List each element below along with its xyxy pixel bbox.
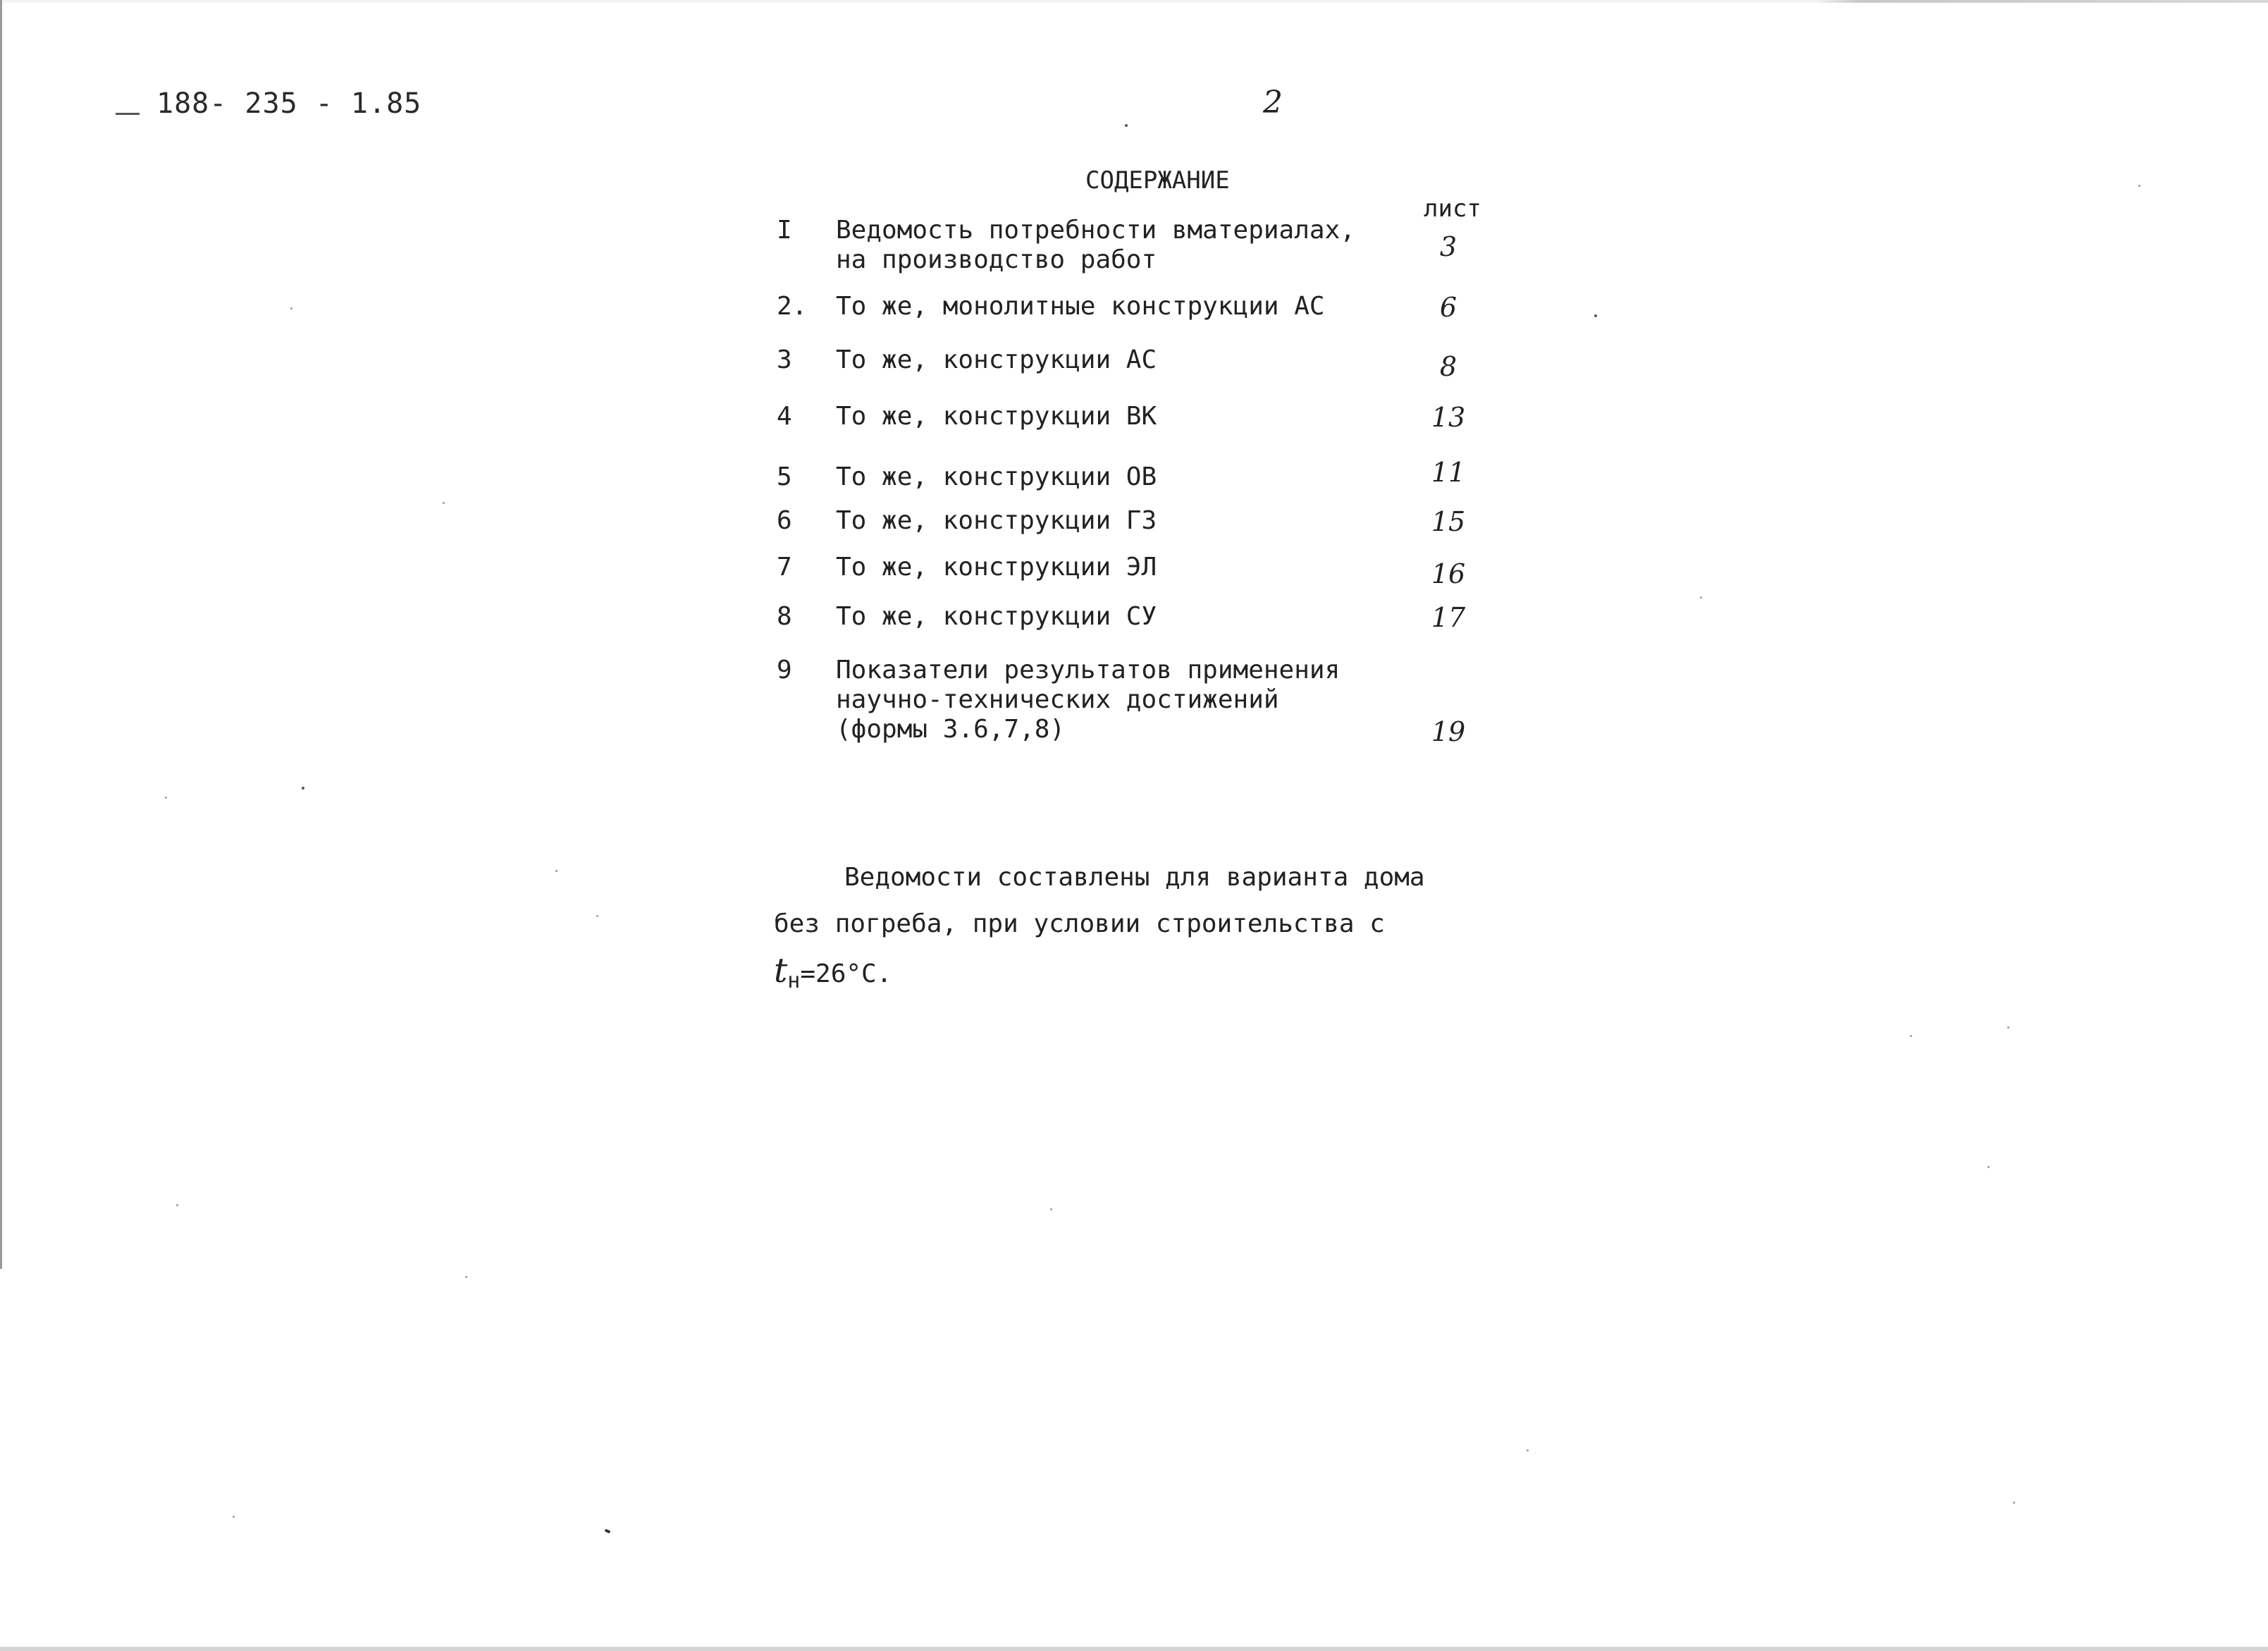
toc-item-page: 13 (1431, 402, 1466, 433)
toc-item-page: 8 (1439, 351, 1457, 382)
toc-item-number: 7 (777, 553, 792, 582)
toc-item-number: 5 (777, 462, 792, 491)
scan-speck (555, 870, 557, 872)
toc-item-page: 3 (1439, 231, 1457, 262)
toc-item-number: 3 (777, 345, 792, 374)
scan-edge-bottom (0, 1647, 2268, 1651)
toc-item-page: 15 (1431, 506, 1466, 537)
scan-speck (165, 797, 167, 799)
scan-speck (290, 307, 292, 309)
toc-item-number: 2. (777, 292, 808, 321)
toc-item-number: 8 (777, 602, 792, 631)
toc-item-number: 6 (777, 506, 792, 535)
toc-item (0, 345, 2268, 382)
toc-item-text: Показатели результатов применения научно-технических достижений (формы 3.6,7,8) (836, 656, 1341, 744)
scan-edge-top (0, 0, 2268, 3)
header-dash (116, 113, 140, 115)
document-code: 188- 235 - 1.85 (156, 87, 422, 120)
scan-speck (176, 1204, 178, 1206)
scan-speck (605, 1528, 611, 1533)
scan-speck (596, 915, 598, 917)
toc-item-number: 9 (777, 656, 792, 685)
scan-speck (2013, 1502, 2015, 1504)
toc-item-page: 16 (1431, 558, 1466, 589)
toc-item-text: Ведомость потребности вматериалах, на производство работ (836, 216, 1355, 274)
toc-item-page: 19 (1431, 716, 1466, 747)
scan-speck (1527, 1449, 1529, 1451)
toc-item-text: То же, конструкции СУ (836, 602, 1157, 631)
scan-speck (1910, 1035, 1912, 1037)
page-number: 2 (1263, 85, 1283, 121)
formula-rest: =26°С. (800, 959, 892, 988)
note-line-1: Ведомости составлены для варианта дома (844, 863, 1425, 892)
scan-speck (1125, 124, 1128, 127)
formula-symbol: t (774, 951, 788, 990)
scan-speck (465, 1276, 467, 1278)
note-line-2: без погреба, при условии строительства с (774, 909, 1385, 938)
toc-item-page: 17 (1431, 602, 1466, 633)
toc-item-number: I (777, 216, 792, 245)
page-column-header: лист (1424, 195, 1481, 223)
toc-item-page: 6 (1439, 292, 1457, 323)
toc-item (0, 457, 2268, 491)
toc-item-number: 4 (777, 402, 792, 431)
note-paragraph (774, 854, 1450, 1005)
temperature-formula (774, 947, 1450, 1005)
scan-speck (1050, 1208, 1052, 1210)
scan-edge-left (0, 0, 2, 1269)
toc-item (0, 506, 2268, 537)
scan-speck (443, 502, 445, 504)
toc-item-text: То же, конструкции ЭЛ (836, 553, 1157, 582)
toc-item-text: То же, конструкции ВК (836, 402, 1157, 431)
scan-speck (233, 1516, 235, 1518)
scan-speck (2007, 1026, 2009, 1029)
formula-subscript: н (787, 969, 801, 993)
toc-item-text: То же, конструкции АС (836, 345, 1157, 374)
scan-speck (302, 787, 304, 790)
toc-item (0, 402, 2268, 433)
toc-title: СОДЕРЖАНИЕ (1085, 166, 1230, 195)
toc-item-text: То же, монолитные конструкции АС (836, 292, 1325, 321)
scan-speck (2138, 185, 2140, 187)
scan-speck (1987, 1166, 1990, 1168)
toc-item-page: 11 (1431, 457, 1466, 488)
toc-item (0, 602, 2268, 633)
scan-speck (1700, 596, 1702, 599)
toc-item (0, 292, 2268, 323)
scan-speck (1594, 314, 1597, 317)
toc-item-text: То же, конструкции ОВ (836, 462, 1157, 491)
toc-item-text: То же, конструкции ГЗ (836, 506, 1157, 535)
